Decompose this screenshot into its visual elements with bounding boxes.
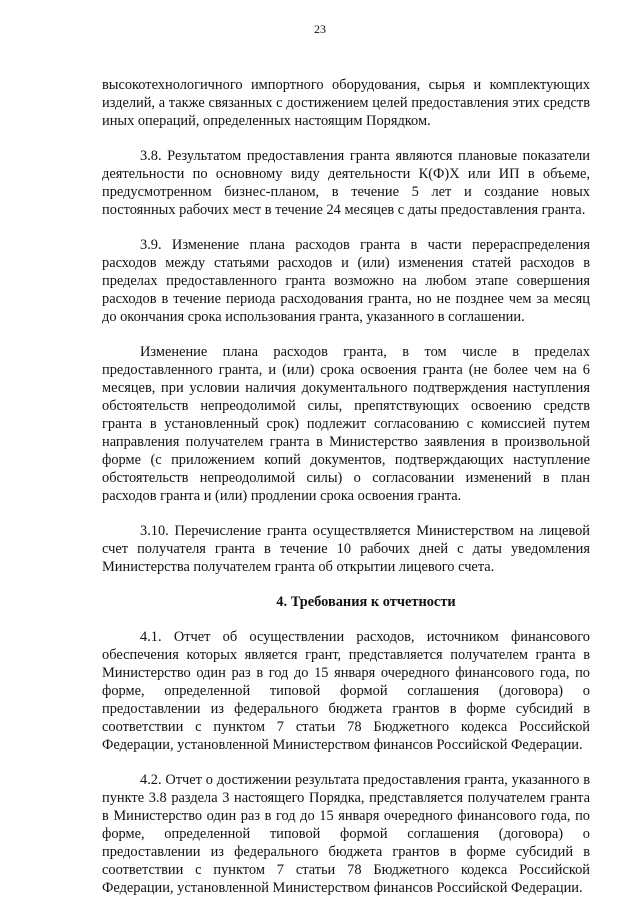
paragraph-3-8: 3.8. Результатом предоставления гранта являются плановые показатели деятельности по основному виду деятельности К(Ф)Х или ИП в объеме, предусмотренном бизнес-планом, в течение 5 лет и создание новых постоянных рабочих мест в течение 24 месяцев с даты предоставления гранта. bbox=[102, 148, 590, 218]
paragraph-plan-change: Изменение плана расходов гранта, в том числе в пределах предоставленного гранта, и (или) срока освоения гранта (не более чем на 6 месяцев, при условии наличия документального подтверждения наступления обстоятельств непреодолимой силы, препятствующих освоению средств гранта в установленный срок) подлежит согласованию с комиссией путем направления получателем гранта в Министерство заявления в произвольной форме (с приложением копий документов, подтверждающих наступление обстоятельств непреодолимой силы) о согласовании изменений в план расходов гранта и (или) продлении срока освоения гранта. bbox=[102, 344, 590, 504]
page-number: 23 bbox=[314, 22, 326, 36]
paragraph-4-2: 4.2. Отчет о достижении результата предоставления гранта, указанного в пункте 3.8 раздела 3 настоящего Порядка, представляется получателем гранта в Министерство один раз в год до 15 января очередного финансового года, по форме, определенной типовой формой соглашения (договора) о предоставлении из федерального бюджета грантов в форме субсидий в соответствии с пунктом 7 статьи 78 Бюджетного кодекса Российской Федерации, установленной Министерством финансов Российской Федерации. bbox=[102, 772, 590, 896]
document-body bbox=[102, 76, 590, 914]
paragraph-3-9: 3.9. Изменение плана расходов гранта в части перераспределения расходов между статьями расходов и (или) изменения статей расходов в пределах предоставленного гранта возможно на любом этапе совершения расходов в течение периода расходования гранта, но не позднее чем за месяц до окончания срока использования гранта, указанного в соглашении. bbox=[102, 237, 590, 325]
paragraph-3-10: 3.10. Перечисление гранта осуществляется Министерством на лицевой счет получателя гранта в течение 10 рабочих дней с даты уведомления Министерства получателем гранта об открытии лицевого счета. bbox=[102, 523, 590, 575]
paragraph-4-1: 4.1. Отчет об осуществлении расходов, источником финансового обеспечения которых является грант, представляется получателем гранта в Министерство один раз в год до 15 января очередного финансового года, по форме, определенной типовой формой соглашения (договора) о предоставлении из федерального бюджета грантов в форме субсидий в соответствии с пунктом 7 статьи 78 Бюджетного кодекса Российской Федерации, установленной Министерством финансов Российской Федерации. bbox=[102, 629, 590, 753]
paragraph-continuation: высокотехнологичного импортного оборудования, сырья и комплектующих изделий, а также связанных с достижением целей предоставления этих средств иных операций, определенных настоящим Порядком. bbox=[102, 77, 590, 129]
section-heading: 4. Требования к отчетности bbox=[276, 594, 456, 610]
